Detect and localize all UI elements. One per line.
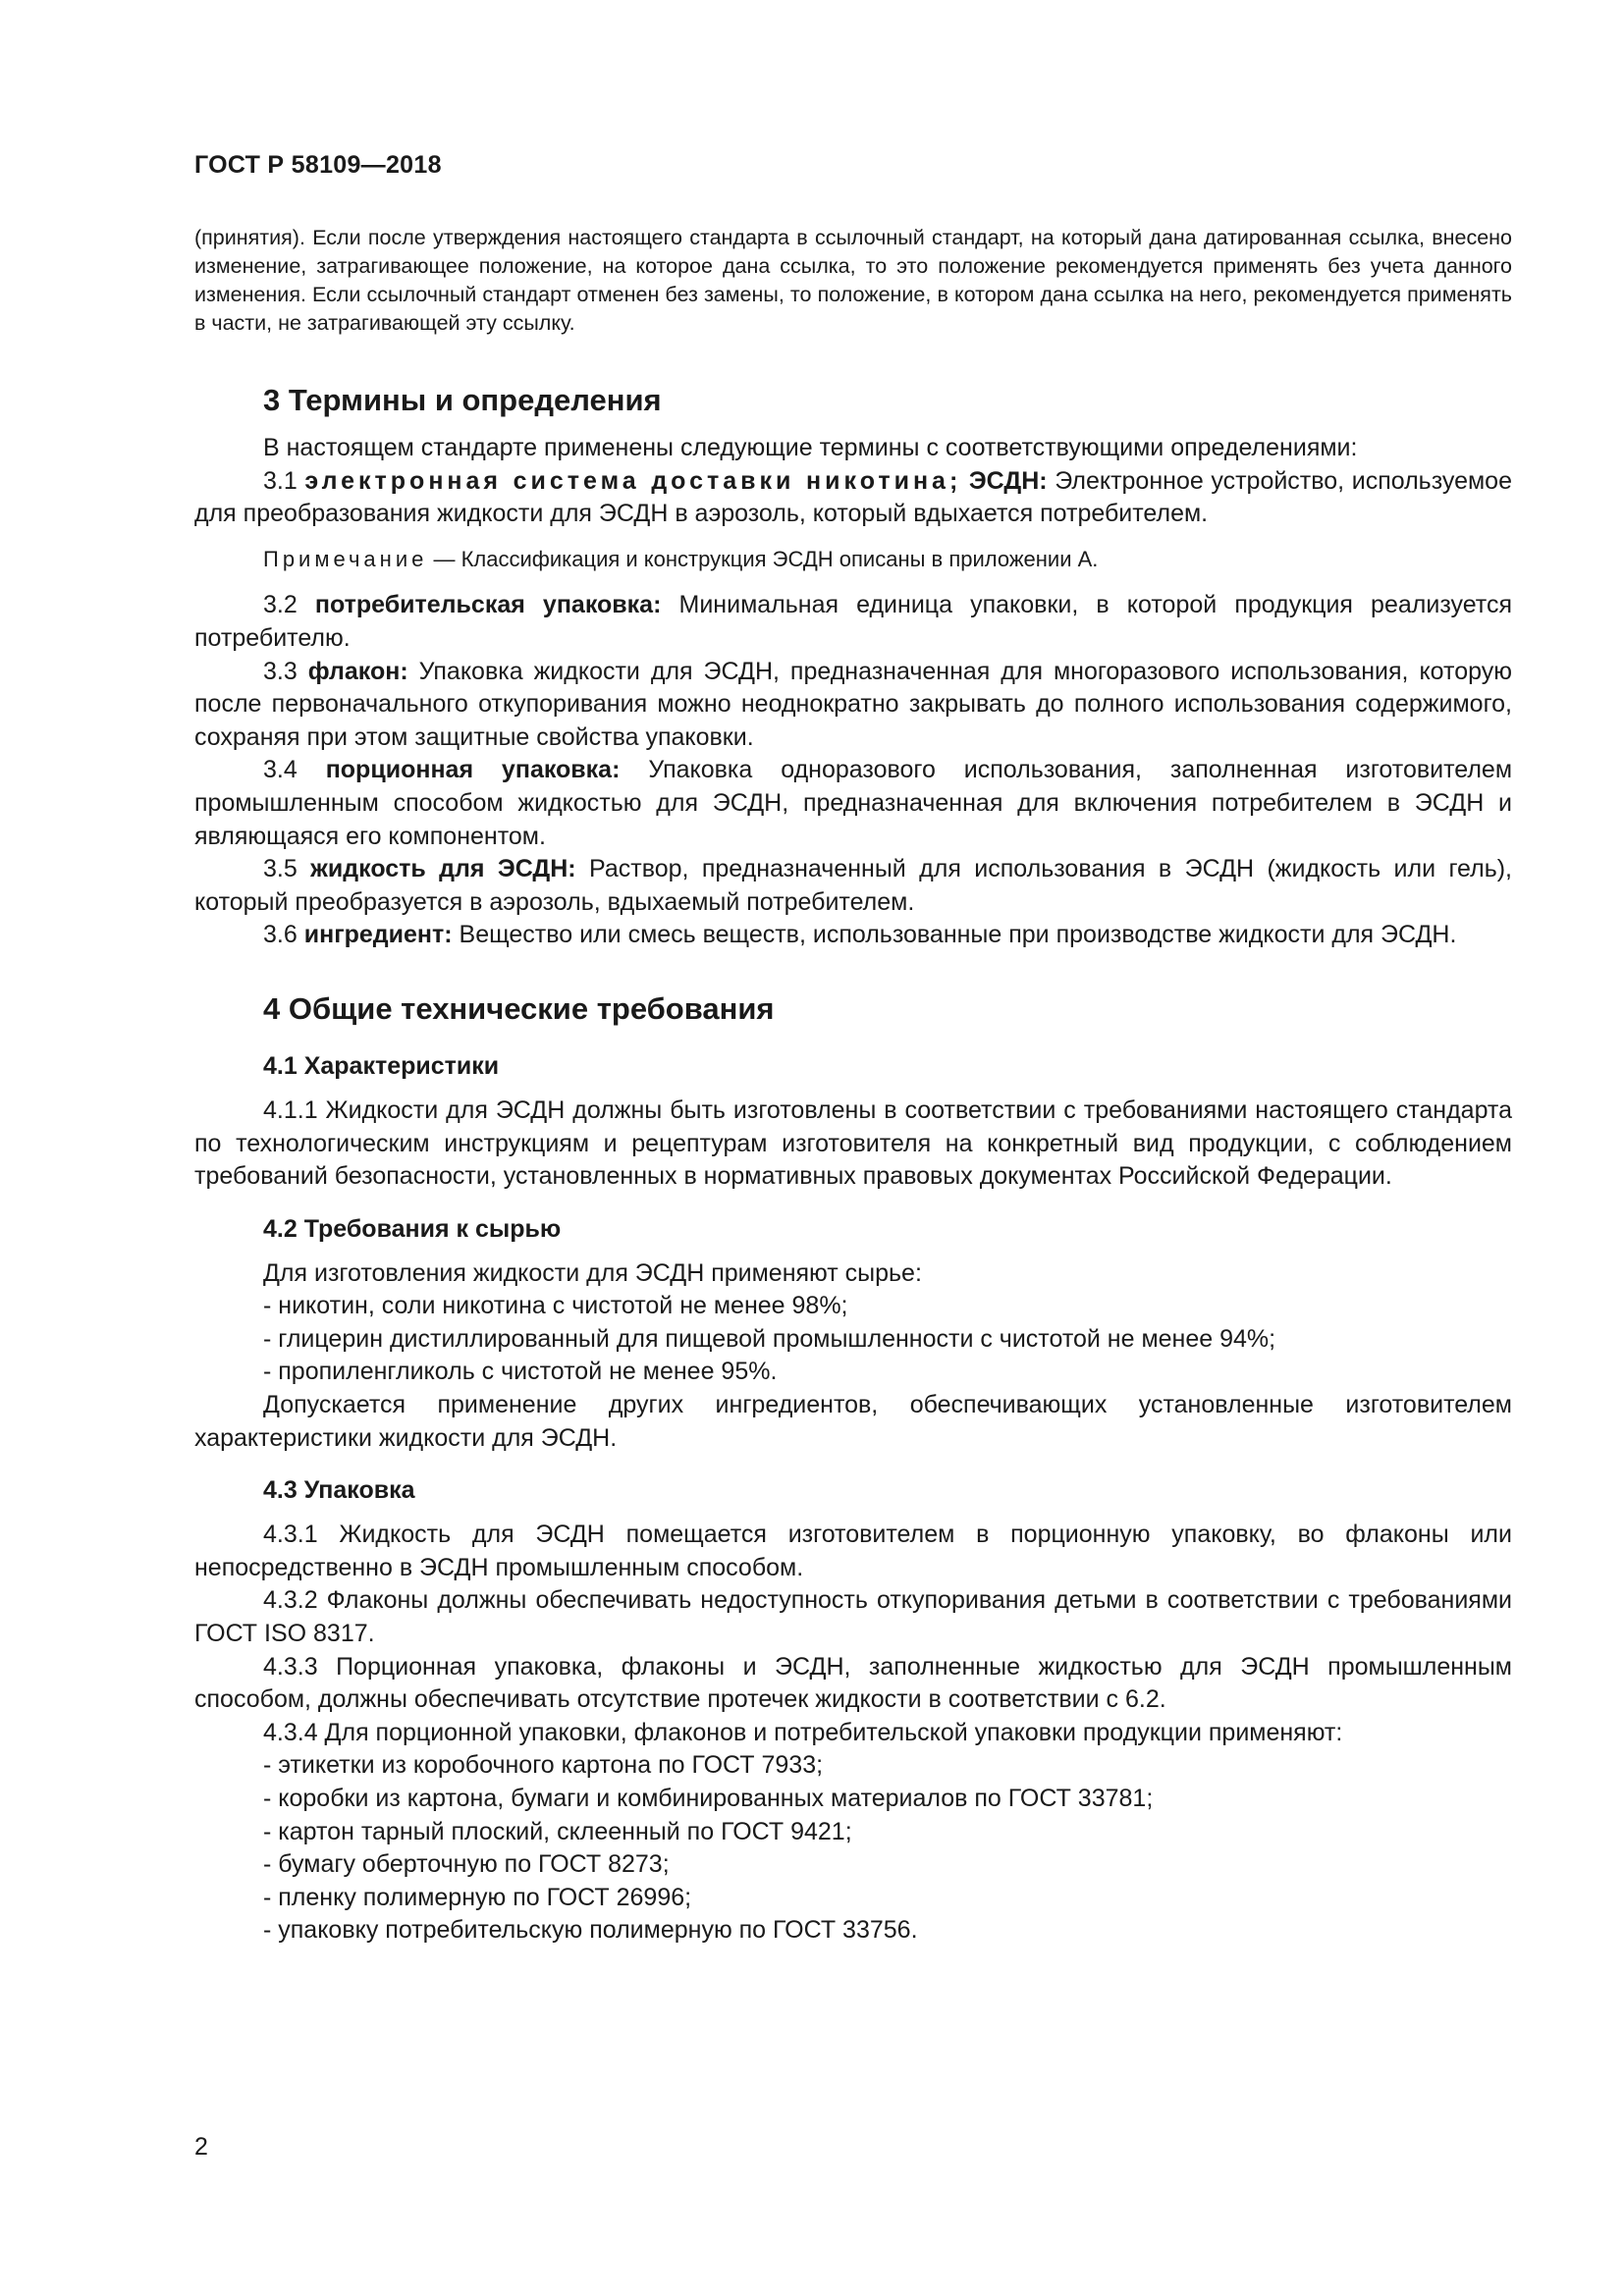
term-name: электронная система доставки никотина; [304, 466, 962, 495]
list-item: - коробки из картона, бумаги и комбинированных материалов по ГОСТ 33781; [263, 1785, 1154, 1812]
term-definition: Электронное устройство, используемое для преобразования жидкости для ЭСДН в аэрозоль, который вдыхается потребителем. [194, 466, 1512, 528]
term-definition: Минимальная единица упаковки, в которой продукция реализуется потребителю. [194, 591, 1513, 652]
list-item: - никотин, соли никотина с чистотой не менее 98%; [263, 1292, 848, 1320]
note-label: Примечание [263, 546, 428, 571]
term-name: жидкость для ЭСДН: [310, 855, 576, 883]
subsection-4-2-title: 4.2 Требования к сырью [263, 1214, 562, 1243]
list-item: - этикетки из коробочного картона по ГОСТ 7933; [263, 1751, 824, 1780]
term-3-1 [194, 465, 1512, 531]
subsection-4-1-title: 4.1 Характеристики [263, 1051, 500, 1080]
subsection-4-3-title: 4.3 Упаковка [263, 1476, 415, 1505]
term-definition: Упаковка одноразового использования, заполненная изготовителем промышленным способом жидкостью для ЭСДН, предназначенная для включения потребителем в ЭСДН и являющаяся его компонентом. [194, 756, 1513, 850]
list-item: - бумагу оберточную по ГОСТ 8273; [263, 1850, 670, 1879]
term-3-3 [194, 656, 1512, 755]
paragraph-4-3-2: 4.3.2 Флаконы должны обеспечивать недоступность откупоривания детьми в соответствии с требованиями ГОСТ ISO 8317. [194, 1586, 1512, 1648]
term-number: 3.6 [263, 921, 298, 949]
list-item: - пленку полимерную по ГОСТ 26996; [263, 1883, 692, 1911]
paragraph-4-2-tail: Допускается применение других ингредиентов, обеспечивающих установленные изготовителем характеристики жидкости для ЭСДН. [194, 1391, 1512, 1452]
list-item: - картон тарный плоский, склеенный по ГОСТ 9421; [263, 1817, 852, 1845]
section-3-lead: В настоящем стандарте применены следующие термины с соответствующими определениями: [263, 434, 1358, 461]
paragraph-4-1-1: 4.1.1 Жидкости для ЭСДН должны быть изготовлены в соответствии с требованиями настоящего стандарта по технологическим инструкциям и рецептурам изготовителя на конкретный вид продукции, с соблюдением требований безопасности, установленных в нормативных правовых документах Российской Федерации. [194, 1095, 1512, 1191]
document-header: ГОСТ Р 58109—2018 [194, 151, 442, 179]
list-item: - упаковку потребительскую полимерную по ГОСТ 33756. [263, 1916, 918, 1945]
term-number: 3.1 [263, 466, 298, 495]
intro-paragraph: (принятия). Если после утверждения настоящего стандарта в ссылочный стандарт, на который дана датированная ссылка, внесено изменение, затрагивающее положение, на которое дана ссылка, то это положение рекомендуется применять без учета данного изменения. Если ссылочный стандарт отменен без замены, то положение, в котором дана ссылка на него, рекомендуется применять в части, не затрагивающей эту ссылку. [194, 226, 1512, 335]
term-name: ингредиент: [303, 921, 453, 949]
term-definition: Вещество или смесь веществ, использованные при производстве жидкости для ЭСДН. [452, 921, 1457, 949]
page-number: 2 [194, 2133, 208, 2161]
term-3-6 [194, 919, 1512, 952]
paragraph-4-3-1: 4.3.1 Жидкость для ЭСДН помещается изготовителем в порционную упаковку, во флаконы или непосредственно в ЭСДН промышленным способом. [194, 1521, 1512, 1581]
term-abbr: ЭСДН: [961, 466, 1048, 495]
section-4-title: 4 Общие технические требования [263, 990, 775, 1026]
main-content [194, 381, 1512, 1948]
list-item: - пропиленгликоль с чистотой не менее 95%. [263, 1358, 778, 1386]
list-item: - глицерин дистиллированный для пищевой промышленности с чистотой не менее 94%; [263, 1324, 1276, 1353]
section-3-title: 3 Термины и определения [263, 383, 662, 417]
paragraph-4-3-4: 4.3.4 Для порционной упаковки, флаконов и потребительской упаковки продукции применяют: [263, 1718, 1343, 1746]
term-number: 3.5 [263, 855, 298, 883]
term-3-2 [194, 589, 1512, 655]
term-definition: Раствор, предназначенный для использования в ЭСДН (жидкость или гель), который преобразуется в аэрозоль, вдыхаемый потребителем. [194, 855, 1512, 916]
paragraph-4-3-3: 4.3.3 Порционная упаковка, флаконы и ЭСДН, заполненные жидкостью для ЭСДН промышленным способом, должны обеспечивать отсутствие протечек жидкости в соответствии с 6.2. [194, 1652, 1512, 1714]
term-name: флакон: [307, 657, 408, 685]
note-text: — Классификация и конструкция ЭСДН описаны в приложении А. [427, 546, 1099, 571]
term-number: 3.2 [263, 591, 298, 619]
term-3-4 [194, 754, 1512, 853]
term-3-5 [194, 853, 1512, 919]
paragraph-4-2-lead: Для изготовления жидкости для ЭСДН применяют сырье: [263, 1258, 922, 1287]
term-number: 3.3 [263, 657, 298, 685]
note [194, 543, 1512, 576]
term-name: потребительская упаковка: [314, 591, 662, 619]
term-definition: Упаковка жидкости для ЭСДН, предназначенная для многоразового использования, которую после первоначального откупоривания можно неоднократно закрывать до полного использования содержимого, сохраняя при этом защитные свойства упаковки. [194, 657, 1512, 751]
term-name: порционная упаковка: [325, 756, 621, 784]
term-number: 3.4 [263, 756, 298, 784]
